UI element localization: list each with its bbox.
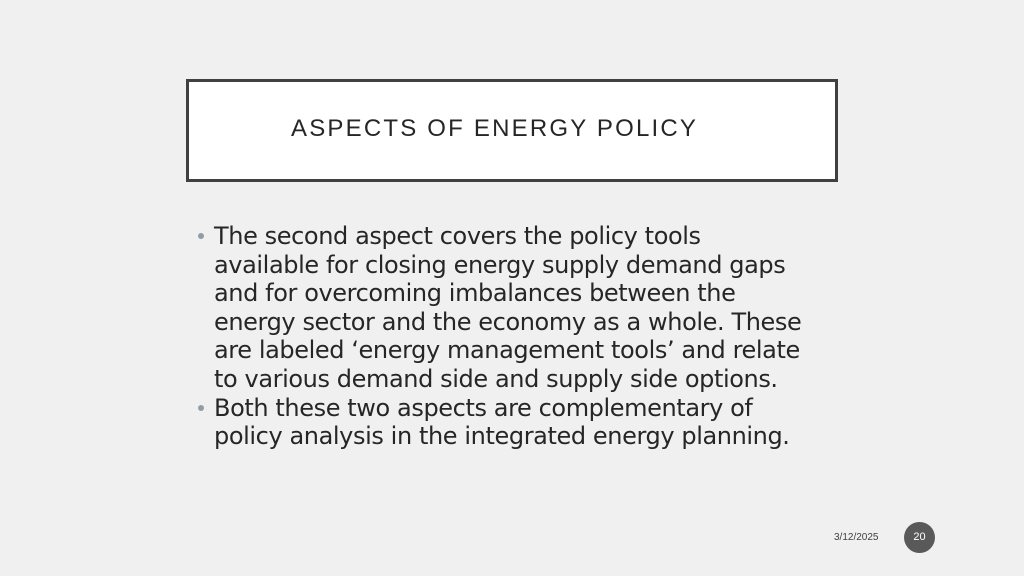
text-line: policy analysis in the integrated energy planning. bbox=[214, 422, 790, 451]
page-number-badge: 20 bbox=[904, 522, 935, 553]
text-line: to various demand side and supply side options. bbox=[214, 364, 778, 393]
text-line: Both these two aspects are complementary of bbox=[214, 393, 753, 422]
text-line: are labeled ‘energy management tools’ and relate bbox=[214, 336, 800, 365]
text-line: and for overcoming imbalances between the bbox=[214, 279, 736, 308]
bullet-item bbox=[214, 394, 854, 451]
text-line: energy sector and the economy as a whole. These bbox=[214, 307, 802, 336]
slide-title: ASPECTS OF ENERGY POLICY bbox=[291, 115, 699, 142]
slide-body bbox=[214, 222, 854, 451]
text-line: The second aspect covers the policy tools bbox=[214, 222, 701, 250]
bullet-item bbox=[214, 222, 854, 394]
title-box bbox=[186, 79, 838, 182]
slide-date: 3/12/2025 bbox=[834, 532, 879, 543]
text-line: available for closing energy supply demand gaps bbox=[214, 250, 786, 279]
bullet-dot-icon bbox=[198, 233, 204, 239]
bullet-dot-icon bbox=[198, 405, 204, 411]
